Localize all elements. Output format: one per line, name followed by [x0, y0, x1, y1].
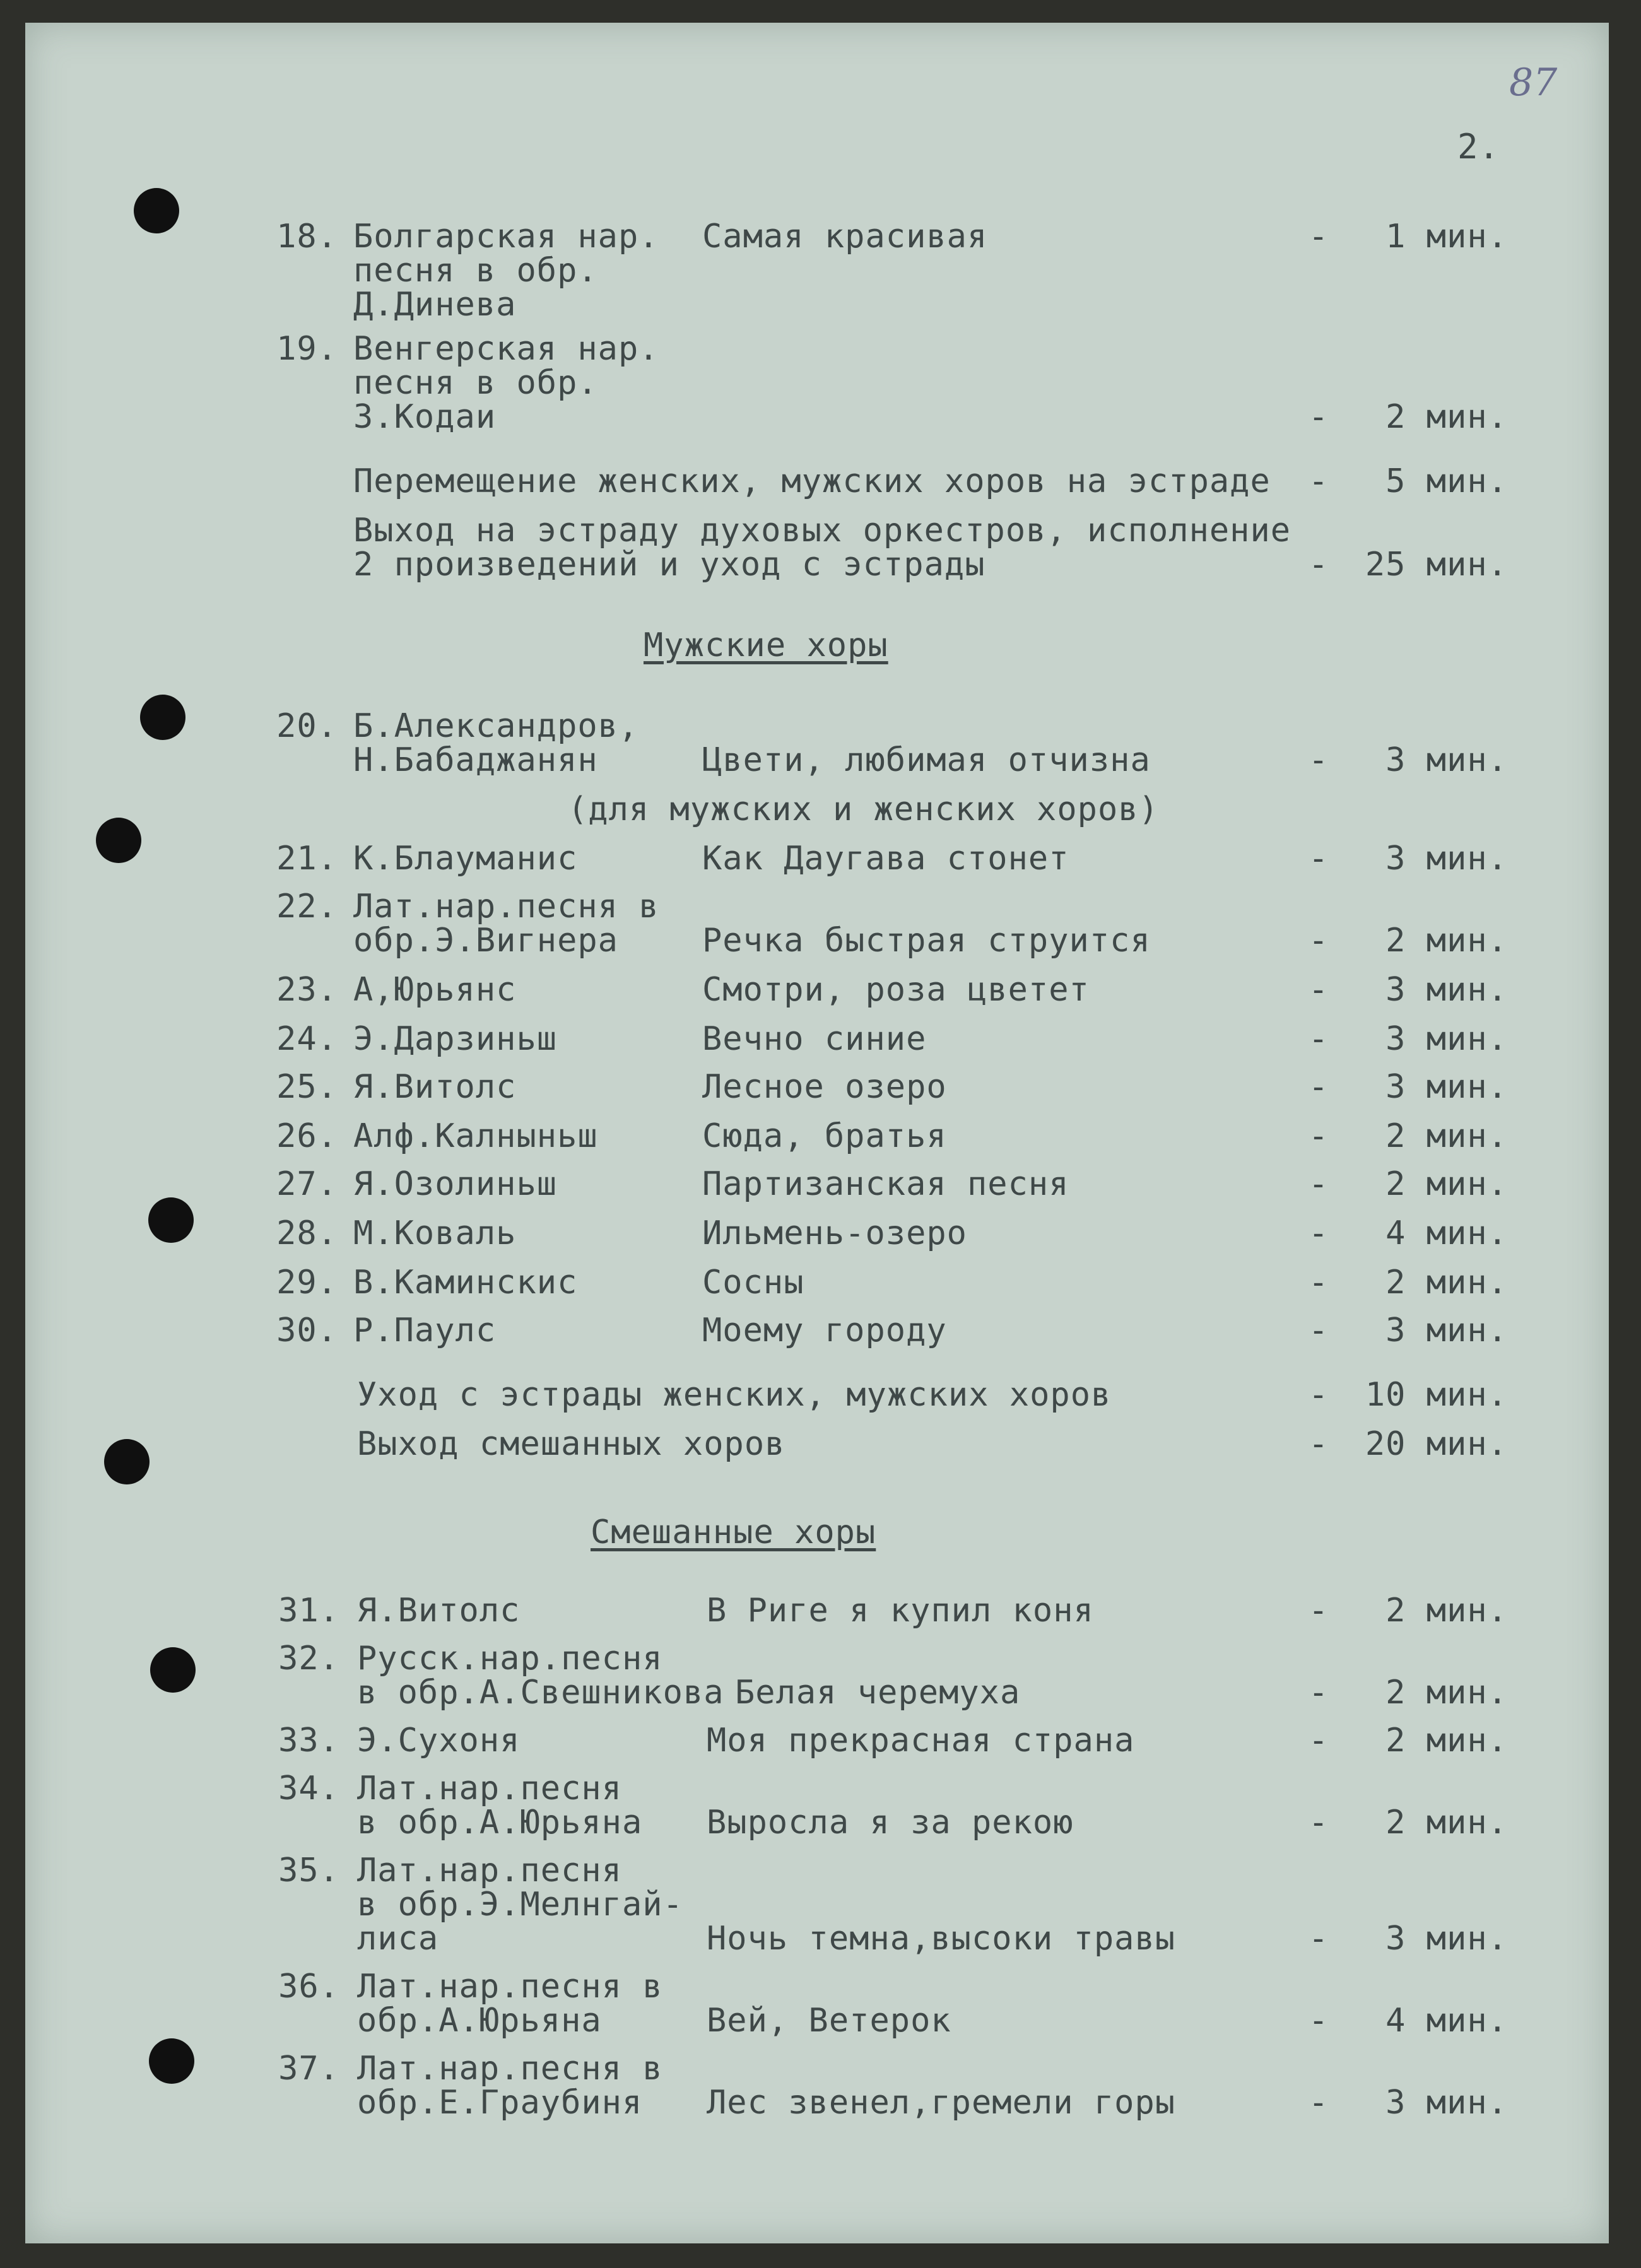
stage-note: Выход на эстраду духовых оркестров, исполнение 2 произведений и уход с эстрады	[353, 512, 1291, 584]
item-composer: Лат.нар.песня в обр.Э.Вигнера	[353, 888, 659, 960]
item-annotation: (для мужских и женских хоров)	[568, 790, 1159, 828]
item-number: 31.	[278, 1592, 339, 1630]
item-number: 25.	[276, 1068, 338, 1106]
punch-hole	[134, 188, 179, 233]
item-title: Цвети, любимая отчизна	[702, 741, 1151, 779]
punch-hole	[149, 2038, 194, 2084]
item-duration: 4 мин.	[1385, 2002, 1508, 2040]
item-number: 28.	[276, 1214, 338, 1252]
item-dash: -	[1308, 1804, 1329, 1842]
item-number: 35.	[278, 1852, 339, 1889]
item-dash: -	[1308, 840, 1329, 878]
item-dash: -	[1308, 1722, 1329, 1760]
item-duration: 5 мин.	[1385, 462, 1508, 500]
archive-folio-number: 87	[1509, 61, 1558, 105]
item-dash: -	[1308, 218, 1329, 256]
item-duration: 3 мин.	[1385, 1020, 1508, 1058]
item-dash: -	[1308, 1264, 1329, 1301]
item-duration: 3 мин.	[1385, 1068, 1508, 1106]
item-number: 22.	[276, 888, 338, 925]
punch-hole	[148, 1197, 194, 1243]
item-title: Сосны	[702, 1264, 804, 1301]
item-dash: -	[1308, 1020, 1329, 1058]
stage-note: Уход с эстрады женских, мужских хоров	[357, 1376, 1112, 1414]
item-dash: -	[1308, 2084, 1329, 2122]
item-duration: 4 мин.	[1385, 1214, 1508, 1252]
item-composer: Лат.нар.песня в обр.Э.Мелнгай- лиса	[357, 1852, 683, 1958]
item-composer: Русск.нар.песня в обр.А.Свешникова	[357, 1640, 724, 1712]
item-duration: 3 мин.	[1385, 1312, 1508, 1349]
item-duration: 20 мин.	[1365, 1425, 1508, 1463]
item-duration: 3 мин.	[1385, 741, 1508, 779]
punch-hole	[104, 1439, 150, 1484]
item-title: Моя прекрасная страна	[707, 1722, 1135, 1760]
item-duration: 3 мин.	[1385, 1920, 1508, 1958]
item-dash: -	[1308, 1117, 1329, 1155]
item-number: 34.	[278, 1770, 339, 1807]
document-page	[25, 23, 1609, 2243]
item-number: 19.	[276, 330, 338, 368]
item-dash: -	[1308, 546, 1329, 584]
item-title: Как Даугава стонет	[702, 840, 1069, 878]
item-duration: 1 мин.	[1385, 218, 1508, 256]
item-duration: 2 мин.	[1385, 1592, 1508, 1630]
item-number: 36.	[278, 1968, 339, 2006]
section-heading-male-choirs: Мужские хоры	[644, 626, 888, 664]
punch-hole	[150, 1647, 196, 1693]
page-number: 2.	[1457, 127, 1500, 167]
item-composer: Э.Сухоня	[357, 1722, 521, 1760]
item-dash: -	[1308, 1920, 1329, 1958]
item-title: Вечно синие	[702, 1020, 927, 1058]
item-duration: 2 мин.	[1385, 1674, 1508, 1712]
item-dash: -	[1308, 1425, 1329, 1463]
item-composer: Лат.нар.песня в обр.А.Юрьяна	[357, 1968, 663, 2040]
item-number: 33.	[278, 1722, 339, 1760]
punch-hole	[96, 818, 141, 863]
item-dash: -	[1308, 1674, 1329, 1712]
item-duration: 3 мин.	[1385, 840, 1508, 878]
item-dash: -	[1308, 2002, 1329, 2040]
item-number: 18.	[276, 218, 338, 256]
item-duration: 25 мин.	[1365, 546, 1508, 584]
item-duration: 2 мин.	[1385, 1804, 1508, 1842]
item-title: Сюда, братья	[702, 1117, 947, 1155]
item-duration: 2 мин.	[1385, 398, 1508, 436]
item-title: Белая черемуха	[735, 1674, 1021, 1712]
item-dash: -	[1308, 1376, 1329, 1414]
item-title: Ночь темна,высоки травы	[707, 1920, 1176, 1958]
item-title: Партизанская песня	[702, 1165, 1069, 1203]
item-number: 32.	[278, 1640, 339, 1677]
item-composer: Венгерская нар. песня в обр. З.Кодаи	[353, 330, 659, 436]
item-composer: К.Блауманис	[353, 840, 578, 878]
item-dash: -	[1308, 1165, 1329, 1203]
item-composer: Лат.нар.песня в обр.Е.Граубиня	[357, 2050, 663, 2122]
item-title: Вей, Ветерок	[707, 2002, 951, 2040]
item-title: В Риге я купил коня	[707, 1592, 1094, 1630]
item-dash: -	[1308, 1068, 1329, 1106]
item-duration: 3 мин.	[1385, 2084, 1508, 2122]
item-dash: -	[1308, 1312, 1329, 1349]
item-number: 37.	[278, 2050, 339, 2088]
item-dash: -	[1308, 1592, 1329, 1630]
item-dash: -	[1308, 1214, 1329, 1252]
item-composer: Я.Озолиньш	[353, 1165, 558, 1203]
item-number: 24.	[276, 1020, 338, 1058]
item-composer: Лат.нар.песня в обр.А.Юрьяна	[357, 1770, 643, 1842]
item-duration: 3 мин.	[1385, 971, 1508, 1009]
item-title: Самая красивая	[702, 218, 988, 256]
item-composer: А,Юрьянс	[353, 971, 517, 1009]
item-composer: М.Коваль	[353, 1214, 517, 1252]
item-composer: Алф.Калныньш	[353, 1117, 598, 1155]
item-title: Смотри, роза цветет	[702, 971, 1090, 1009]
item-number: 21.	[276, 840, 338, 878]
item-duration: 2 мин.	[1385, 1264, 1508, 1301]
stage-note: Перемещение женских, мужских хоров на эстраде	[353, 462, 1271, 500]
item-duration: 10 мин.	[1365, 1376, 1508, 1414]
item-title: Выросла я за рекою	[707, 1804, 1074, 1842]
item-composer: В.Каминскис	[353, 1264, 578, 1301]
item-number: 20.	[276, 707, 338, 745]
item-duration: 2 мин.	[1385, 1165, 1508, 1203]
item-composer: Я.Витолс	[353, 1068, 517, 1106]
item-number: 23.	[276, 971, 338, 1009]
item-dash: -	[1308, 462, 1329, 500]
item-composer: Э.Дарзиньш	[353, 1020, 558, 1058]
item-title: Моему городу	[702, 1312, 947, 1349]
punch-hole	[140, 695, 185, 740]
item-composer: Болгарская нар. песня в обр. Д.Динева	[353, 218, 659, 324]
item-title: Ильмень-озеро	[702, 1214, 967, 1252]
item-duration: 2 мин.	[1385, 922, 1508, 960]
item-composer: Р.Паулс	[353, 1312, 497, 1349]
item-number: 26.	[276, 1117, 338, 1155]
item-number: 30.	[276, 1312, 338, 1349]
item-dash: -	[1308, 398, 1329, 436]
item-title: Лесное озеро	[702, 1068, 947, 1106]
item-dash: -	[1308, 922, 1329, 960]
section-heading-mixed-choirs: Смешанные хоры	[591, 1513, 876, 1551]
item-duration: 2 мин.	[1385, 1117, 1508, 1155]
item-number: 27.	[276, 1165, 338, 1203]
item-composer: Б.Александров, Н.Бабаджанян	[353, 707, 639, 779]
item-dash: -	[1308, 971, 1329, 1009]
stage-note: Выход смешанных хоров	[357, 1425, 785, 1463]
item-composer: Я.Витолс	[357, 1592, 521, 1630]
item-title: Лес звенел,гремели горы	[707, 2084, 1176, 2122]
item-dash: -	[1308, 741, 1329, 779]
item-title: Речка быстрая струится	[702, 922, 1151, 960]
item-duration: 2 мин.	[1385, 1722, 1508, 1760]
item-number: 29.	[276, 1264, 338, 1301]
